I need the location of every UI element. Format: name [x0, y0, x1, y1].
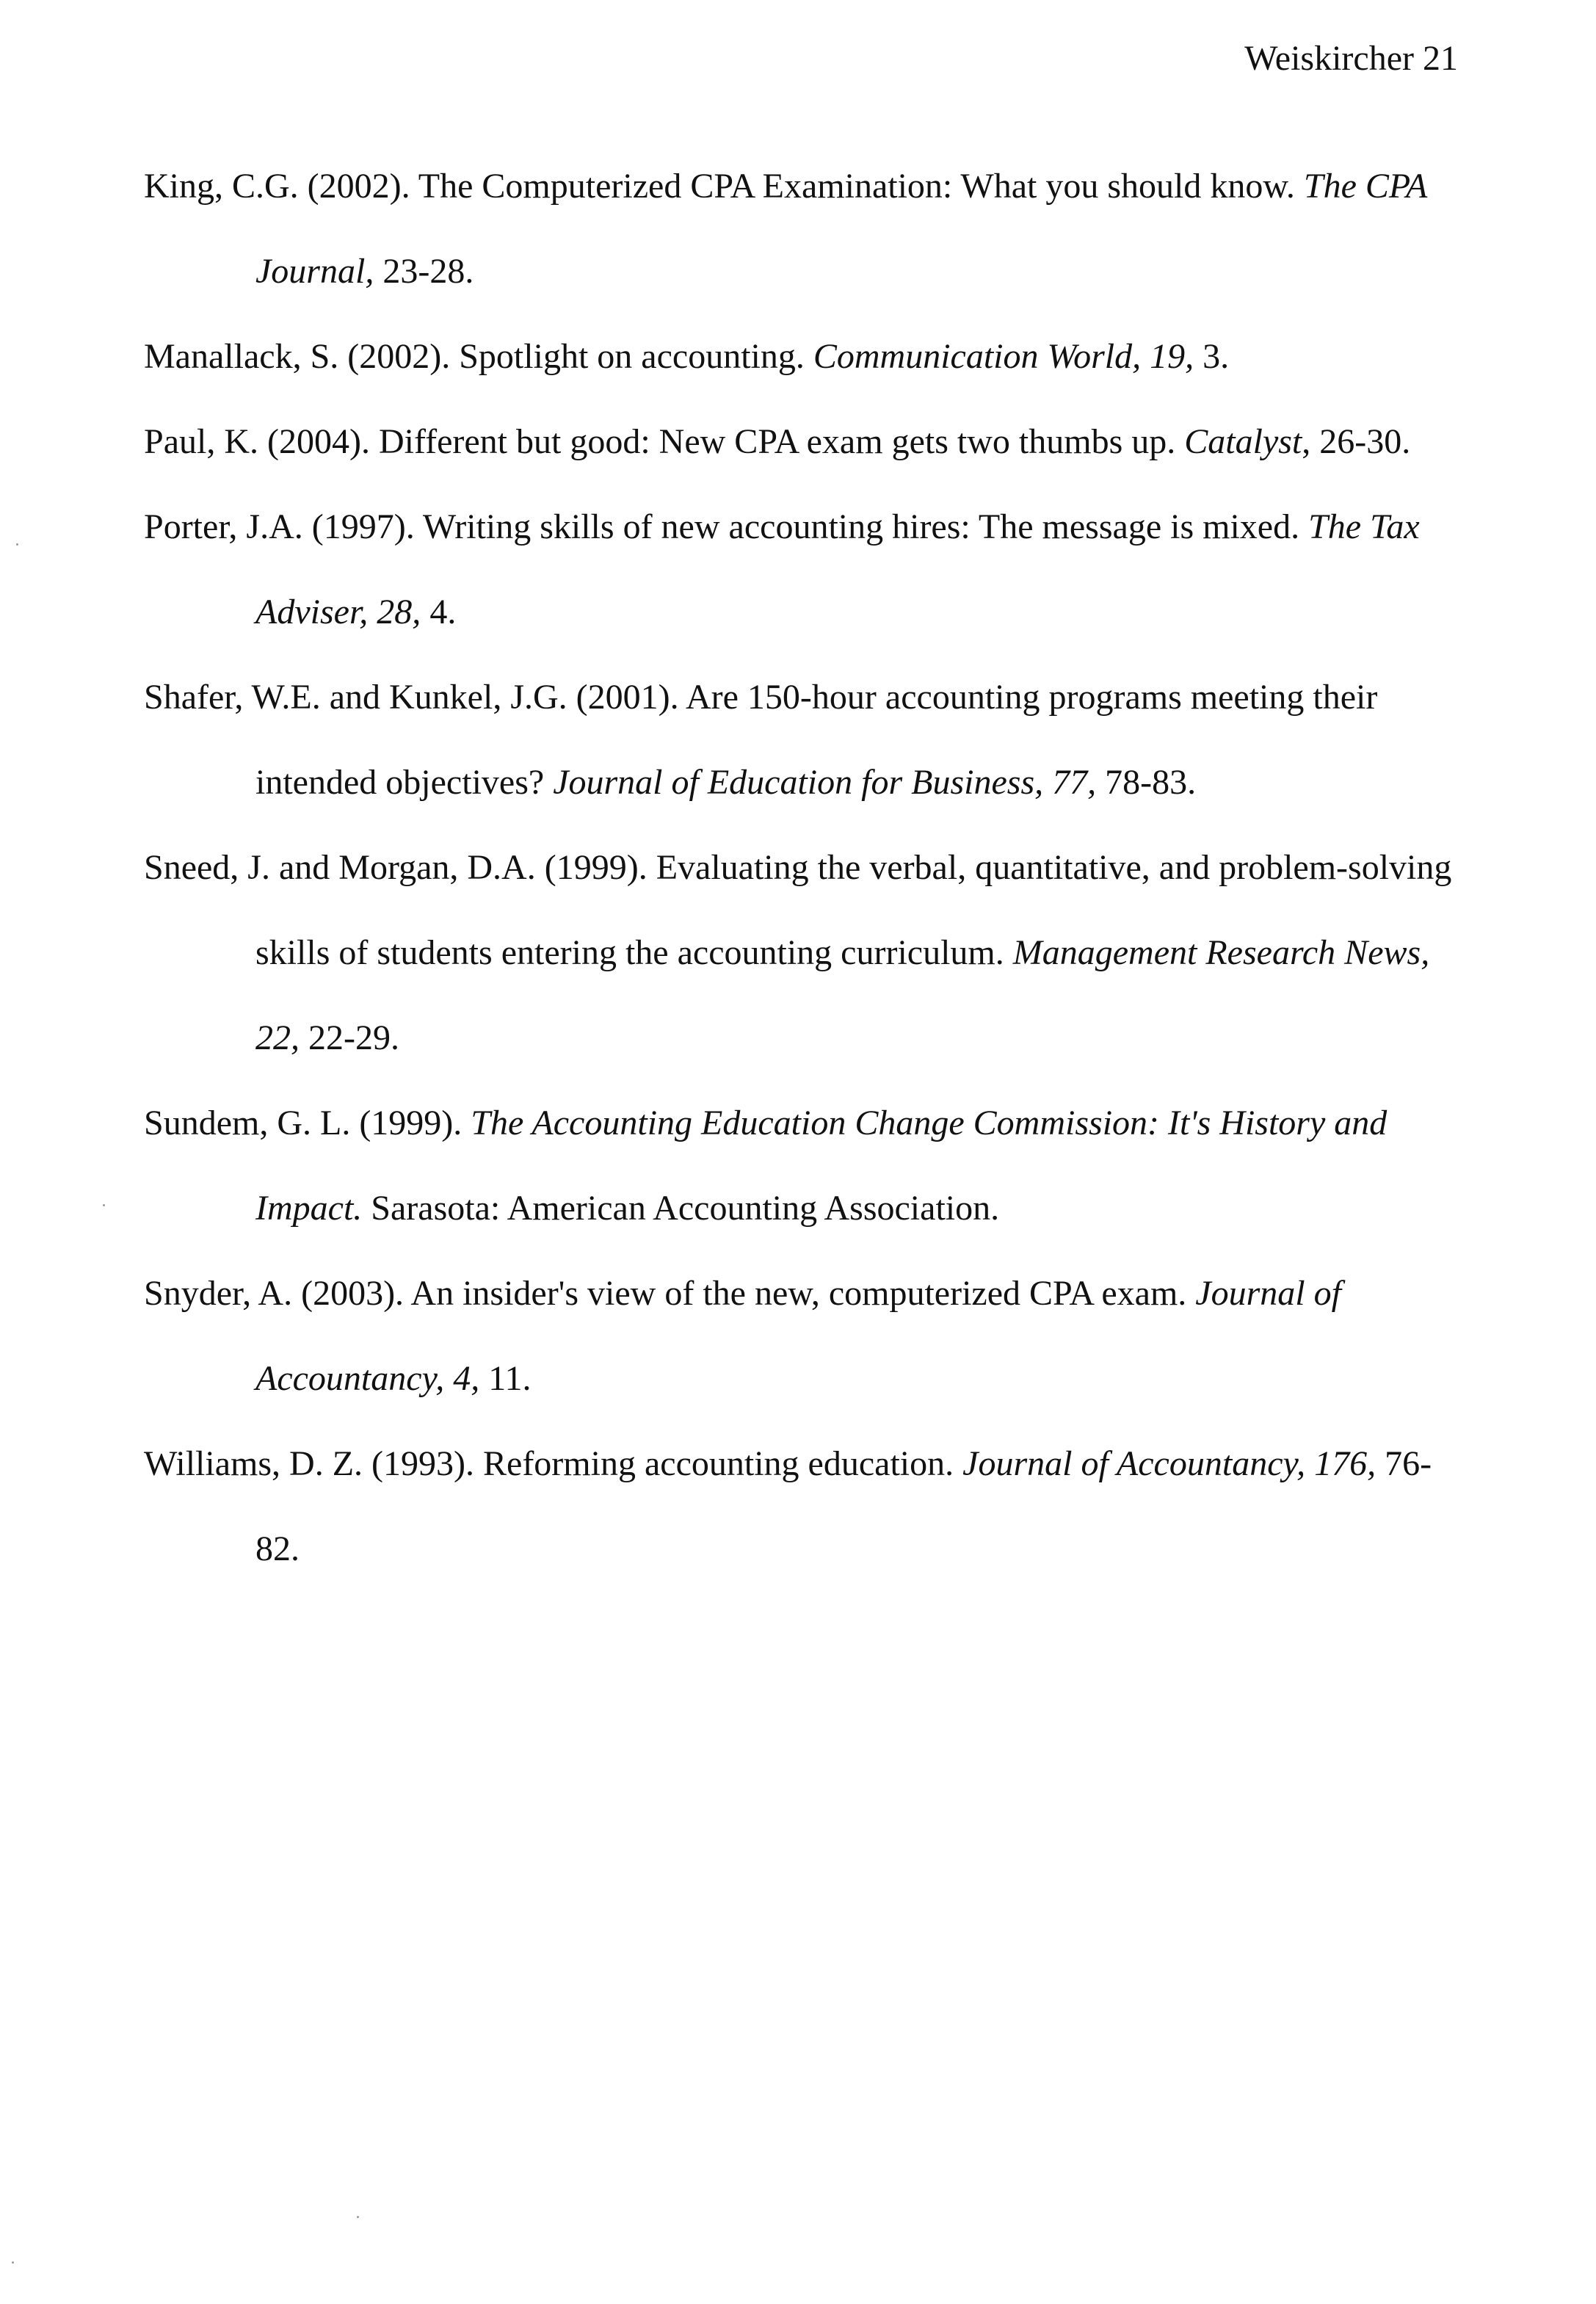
reference-text: Manallack, S. (2002). Spotlight on accounting.: [144, 337, 813, 376]
reference-text: Sundem, G. L. (1999).: [144, 1104, 471, 1142]
reference-source: Management Research News, 22,: [255, 933, 1430, 1057]
reference-source: The Tax Adviser, 28,: [255, 507, 1420, 631]
reference-source: Journal of Education for Business, 77,: [553, 763, 1097, 802]
reference-entry-sneed: [144, 825, 1465, 1081]
reference-pages: 76-82.: [255, 1444, 1432, 1568]
reference-entry-porter: [144, 485, 1465, 655]
reference-text: King, C.G. (2002). The Computerized CPA Examination: What you should know.: [144, 167, 1304, 206]
scan-speck: [16, 543, 18, 546]
reference-text: Paul, K. (2004). Different but good: New CPA exam gets two thumbs up.: [144, 422, 1185, 461]
reference-entry-paul: [144, 399, 1465, 485]
reference-source: Communication World, 19,: [813, 337, 1194, 376]
reference-entry-king: [144, 144, 1465, 314]
reference-pages: 23-28.: [374, 252, 474, 291]
reference-pages: 3.: [1194, 337, 1230, 376]
reference-pages: Sarasota: American Accounting Association.: [362, 1189, 1000, 1228]
reference-entry-shafer: [144, 655, 1465, 825]
reference-source: Journal of Accountancy, 176,: [962, 1444, 1376, 1483]
reference-pages: , 26-30.: [1302, 422, 1411, 461]
reference-text: Shafer, W.E. and Kunkel, J.G. (2001). Are 150-hour accounting programs meeting their intended objectives?: [144, 678, 1378, 802]
reference-entry-manallack: [144, 314, 1465, 399]
reference-source: The Accounting Education Change Commission: It's History and Impact.: [255, 1104, 1388, 1228]
reference-source: Catalyst: [1184, 422, 1302, 461]
reference-list: [144, 144, 1465, 1592]
reference-text: Williams, D. Z. (1993). Reforming accounting education.: [144, 1444, 963, 1483]
reference-pages: 4.: [421, 593, 457, 631]
running-head: Weiskircher 21: [1244, 39, 1458, 78]
reference-entry-sundem: [144, 1081, 1465, 1251]
reference-source: Journal of Accountancy, 4,: [255, 1274, 1341, 1398]
reference-pages: 11.: [479, 1359, 532, 1398]
scan-speck: [12, 2261, 14, 2264]
reference-source: The CPA Journal,: [255, 167, 1427, 291]
reference-text: Snyder, A. (2003). An insider's view of the new, computerized CPA exam.: [144, 1274, 1196, 1313]
reference-pages: 78-83.: [1096, 763, 1197, 802]
reference-entry-snyder: [144, 1251, 1465, 1421]
scan-speck: [357, 2216, 359, 2218]
scan-speck: [103, 1204, 105, 1206]
reference-text: Porter, J.A. (1997). Writing skills of new accounting hires: The message is mixed.: [144, 507, 1309, 546]
reference-pages: 22-29.: [300, 1018, 399, 1057]
reference-text: Sneed, J. and Morgan, D.A. (1999). Evaluating the verbal, quantitative, and problem-solving skills of students entering the accounting curriculum.: [144, 848, 1452, 972]
reference-entry-williams: [144, 1421, 1465, 1592]
